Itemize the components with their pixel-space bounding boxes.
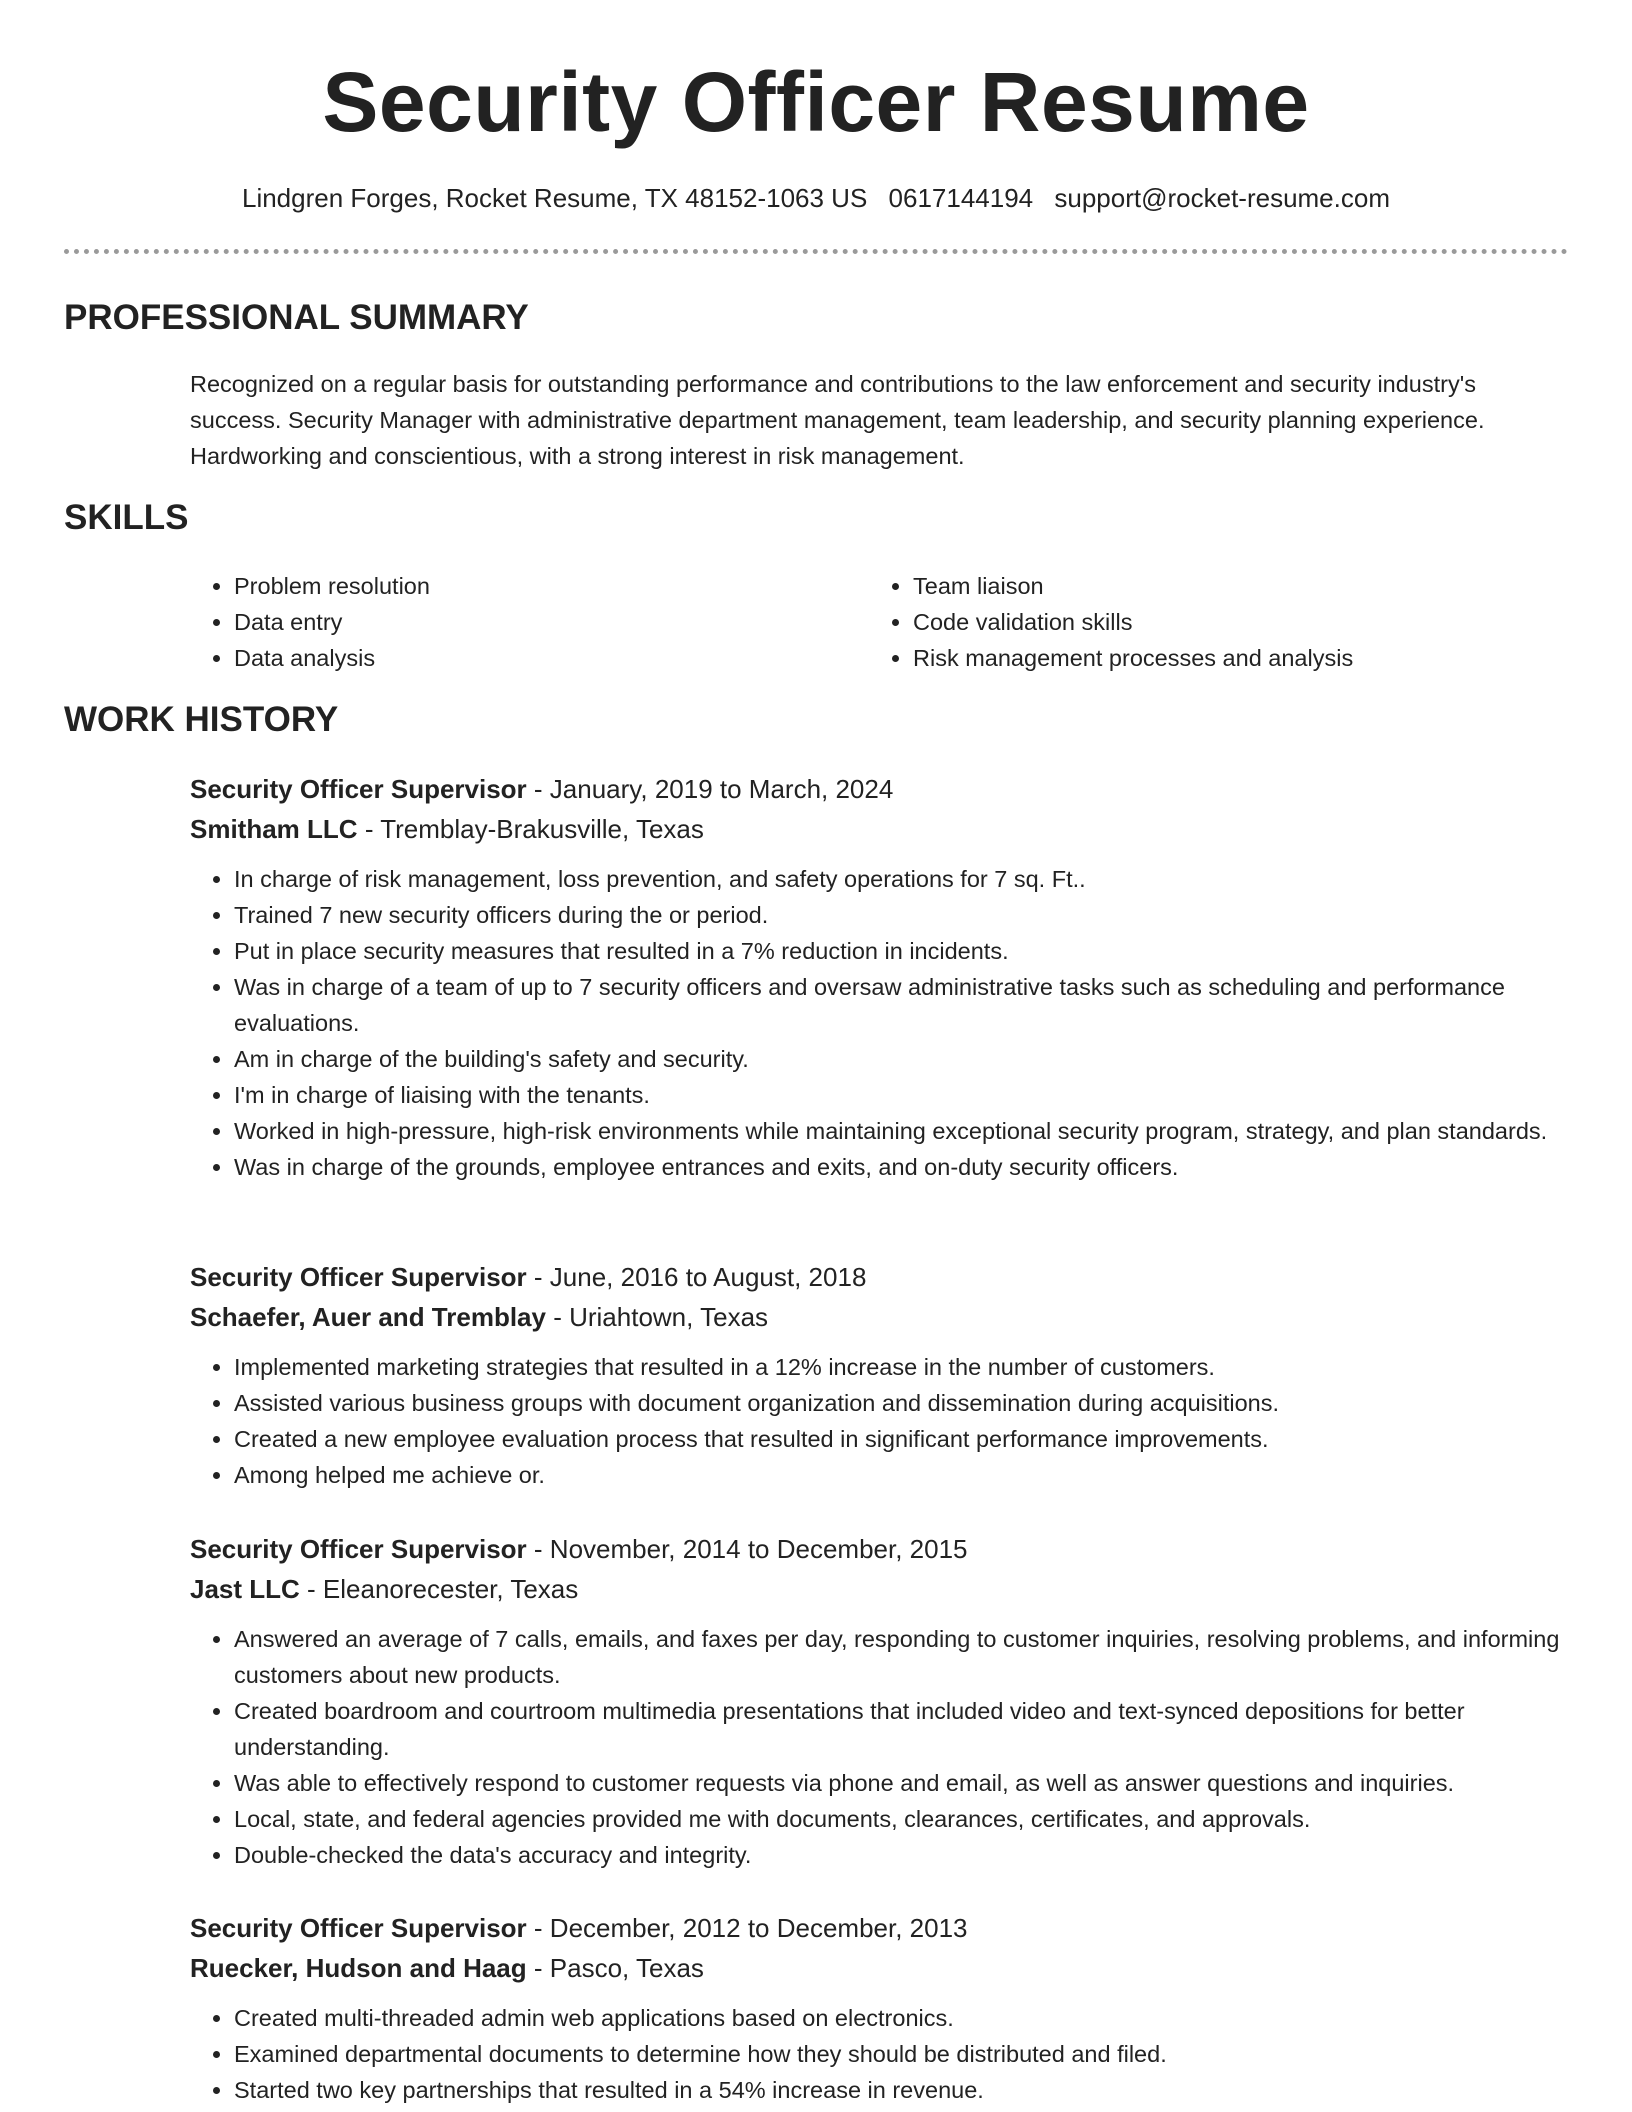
- job-location: - Uriahtown, Texas: [553, 1302, 769, 1332]
- job-bullet: • Created boardroom and courtroom multimedia presentations that included video and text-synced depositions for better understanding.: [234, 1693, 1570, 1765]
- job-bullet: • Among helped me achieve or.: [234, 1457, 1570, 1493]
- job-title-line: [190, 1257, 1570, 1297]
- job-bullet: • Put in place security measures that resulted in a 7% reduction in incidents.: [234, 933, 1570, 969]
- job-bullets: [190, 2000, 1570, 2108]
- job-entry: [190, 1908, 1570, 2108]
- skill-item: • Risk management processes and analysis: [913, 640, 1353, 676]
- skill-item: • Team liaison: [913, 568, 1353, 604]
- job-bullet: • Was in charge of a team of up to 7 security officers and oversaw administrative tasks such as scheduling and performance evaluations.: [234, 969, 1570, 1041]
- job-bullet: • Examined departmental documents to determine how they should be distributed and filed.: [234, 2036, 1570, 2072]
- job-bullet: • Assisted various business groups with document organization and dissemination during acquisitions.: [234, 1385, 1570, 1421]
- job-bullets: [190, 1349, 1570, 1493]
- job-bullet: • I'm in charge of liaising with the tenants.: [234, 1077, 1570, 1113]
- skills-heading: SKILLS: [64, 498, 189, 537]
- job-entry: [190, 769, 1570, 1185]
- contact-phone: 0617144194: [888, 183, 1034, 213]
- job-dates: - December, 2012 to December, 2013: [533, 1913, 968, 1943]
- job-location: - Eleanorecester, Texas: [307, 1574, 579, 1604]
- job-title-line: [190, 769, 1570, 809]
- job-bullet: • Implemented marketing strategies that resulted in a 12% increase in the number of customers.: [234, 1349, 1570, 1385]
- contact-email: support@rocket-resume.com: [1054, 183, 1390, 213]
- skills-list-right: [869, 568, 1353, 676]
- job-title: Security Officer Supervisor: [190, 1262, 527, 1292]
- contact-line: [0, 178, 1632, 218]
- work-history-heading: WORK HISTORY: [64, 700, 339, 739]
- job-title: Security Officer Supervisor: [190, 1913, 527, 1943]
- job-bullet: • In charge of risk management, loss prevention, and safety operations for 7 sq. Ft..: [234, 861, 1570, 897]
- summary-heading: PROFESSIONAL SUMMARY: [64, 298, 529, 337]
- job-bullet: • Created multi-threaded admin web applications based on electronics.: [234, 2000, 1570, 2036]
- header-divider: [64, 249, 1568, 254]
- skill-item: • Data analysis: [234, 640, 430, 676]
- job-bullets: [190, 1621, 1570, 1873]
- job-title: Security Officer Supervisor: [190, 1534, 527, 1564]
- job-bullet: • Double-checked the data's accuracy and integrity.: [234, 1837, 1570, 1873]
- skill-item: • Problem resolution: [234, 568, 430, 604]
- job-bullet: • Answered an average of 7 calls, emails, and faxes per day, responding to customer inquiries, resolving problems, and informing customers about new products.: [234, 1621, 1570, 1693]
- summary-text: Recognized on a regular basis for outstanding performance and contributions to the law enforcement and security industry's success. Security Manager with administrative department management, team leadership, and security planning experience. Hardworking and conscientious, with a strong interest in risk management.: [190, 371, 1485, 469]
- contact-address: Lindgren Forges, Rocket Resume, TX 48152-1063 US: [241, 183, 868, 213]
- job-bullet: • Trained 7 new security officers during the or period.: [234, 897, 1570, 933]
- job-dates: - November, 2014 to December, 2015: [533, 1534, 968, 1564]
- job-dates: - June, 2016 to August, 2018: [533, 1262, 867, 1292]
- job-bullet: • Was able to effectively respond to customer requests via phone and email, as well as answer questions and inquiries.: [234, 1765, 1570, 1801]
- job-company-line: [190, 809, 1570, 849]
- skill-item: • Data entry: [234, 604, 430, 640]
- job-title-line: [190, 1529, 1570, 1569]
- resume-title: Security Officer Resume: [322, 55, 1310, 149]
- job-bullet: • Local, state, and federal agencies provided me with documents, clearances, certificates, and approvals.: [234, 1801, 1570, 1837]
- job-bullet: • Am in charge of the building's safety and security.: [234, 1041, 1570, 1077]
- job-bullet: • Was in charge of the grounds, employee entrances and exits, and on-duty security officers.: [234, 1149, 1570, 1185]
- job-company: Jast LLC: [190, 1574, 300, 1604]
- job-dates: - January, 2019 to March, 2024: [533, 774, 894, 804]
- job-entry: [190, 1529, 1570, 1873]
- job-bullet: • Created a new employee evaluation process that resulted in significant performance improvements.: [234, 1421, 1570, 1457]
- job-company-line: [190, 1569, 1570, 1609]
- job-company: Schaefer, Auer and Tremblay: [190, 1302, 546, 1332]
- job-bullet: • Started two key partnerships that resulted in a 54% increase in revenue.: [234, 2072, 1570, 2108]
- skills-list-left: [190, 568, 430, 676]
- job-title-line: [190, 1908, 1570, 1948]
- skill-item: • Code validation skills: [913, 604, 1353, 640]
- job-company: Ruecker, Hudson and Haag: [190, 1953, 527, 1983]
- job-company-line: [190, 1297, 1570, 1337]
- job-company-line: [190, 1948, 1570, 1988]
- job-bullet: • Worked in high-pressure, high-risk environments while maintaining exceptional security program, strategy, and plan standards.: [234, 1113, 1570, 1149]
- job-entry: [190, 1257, 1570, 1493]
- job-title: Security Officer Supervisor: [190, 774, 527, 804]
- job-bullets: [190, 861, 1570, 1185]
- job-location: - Tremblay-Brakusville, Texas: [364, 814, 704, 844]
- job-location: - Pasco, Texas: [533, 1953, 704, 1983]
- job-company: Smitham LLC: [190, 814, 358, 844]
